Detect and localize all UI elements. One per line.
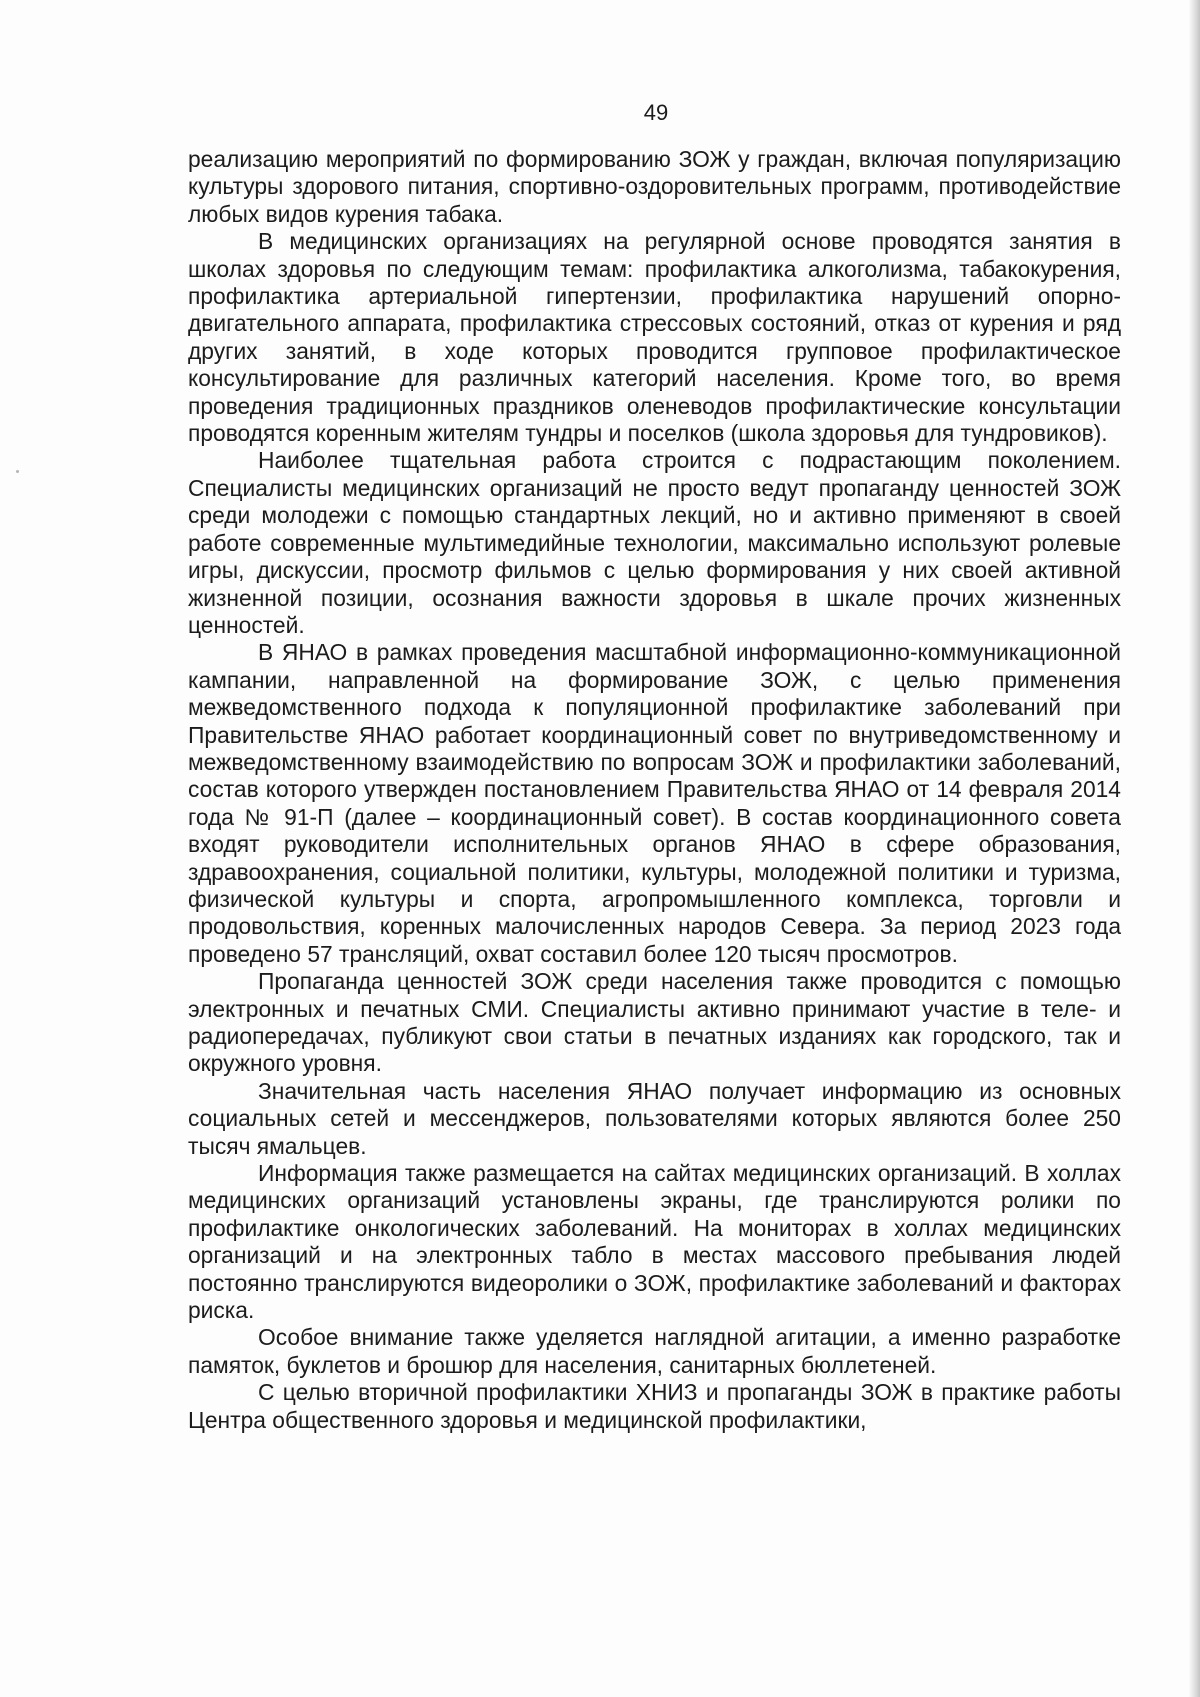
paragraph-media: Пропаганда ценностей ЗОЖ среди населения также проводится с помощью электронных и печатных СМИ. Специалисты активно принимают участие в теле- и радиопередачах, публикуют свои статьи в печатных изданиях как городского, так и окружного уровня. — [188, 968, 1121, 1077]
paragraph-social-networks: Значительная часть населения ЯНАО получает информацию из основных социальных сетей и мессенджеров, пользователями которых являются более 250 тысяч ямальцев. — [188, 1077, 1121, 1159]
page-edge-shadow — [1188, 0, 1200, 1697]
paragraph-youth-work: Наиболее тщательная работа строится с подрастающим поколением. Специалисты медицинских организаций не просто ведут пропаганду ценностей ЗОЖ среди молодежи с помощью стандартных лекций, но и активно применяют в своей работе современные мультимедийные технологии, максимально используют ролевые игры, дискуссии, просмотр фильмов с целью формирования у них своей активной жизненной позиции, осознания важности здоровья в шкале прочих жизненных ценностей. — [188, 447, 1121, 638]
paragraph-continuation: реализацию мероприятий по формированию ЗОЖ у граждан, включая популяризацию культуры здорового питания, спортивно-оздоровительных программ, противодействие любых видов курения табака. — [188, 146, 1121, 227]
page-number: 49 — [643, 100, 669, 125]
scan-speck — [16, 470, 19, 473]
paragraph-coordination-council: В ЯНАО в рамках проведения масштабной информационно-коммуникационной кампании, направленной на формирование ЗОЖ, с целью применения межведомственного подхода к популяционной профилактике заболеваний при Правительстве ЯНАО работает координационный совет по внутриведомственному и межведомственному взаимодействию по вопросам ЗОЖ и профилактики заболеваний, состав которого утвержден постановлением Правительства ЯНАО от 14 февраля 2014 года № 91-П (далее – координационный совет). В состав координационного совета входят руководители исполнительных органов ЯНАО в сфере образования, здравоохранения, социальной политики, культуры, молодежной политики и туризма, физической культуры и спорта, агропромышленного комплекса, торговли и продовольствия, коренных малочисленных народов Севера. За период 2023 года проведено 57 трансляций, охват составил более 120 тысяч просмотров. — [188, 639, 1121, 967]
paragraph-secondary-prevention: С целью вторичной профилактики ХНИЗ и пропаганды ЗОЖ в практике работы Центра общественного здоровья и медицинской профилактики, — [188, 1379, 1121, 1433]
paragraph-websites-screens: Информация также размещается на сайтах медицинских организаций. В холлах медицинских организаций установлены экраны, где транслируются ролики по профилактике онкологических заболеваний. На мониторах в холлах медицинских организаций и на электронных табло в местах массового пребывания людей постоянно транслируются видеоролики о ЗОЖ, профилактике заболеваний и факторах риска. — [188, 1160, 1121, 1324]
paragraph-visual-agitation: Особое внимание также уделяется наглядной агитации, а именно разработке памяток, буклетов и брошюр для населения, санитарных бюллетеней. — [188, 1324, 1121, 1378]
paragraph-health-schools: В медицинских организациях на регулярной основе проводятся занятия в школах здоровья по следующим темам: профилактика алкоголизма, табакокурения, профилактика артериальной гипертензии, профилактика нарушений опорно-двигательного аппарата, профилактика стрессовых состояний, отказ от курения и ряд других занятий, в ходе которых проводится групповое профилактическое консультирование для различных категорий населения. Кроме того, во время проведения традиционных праздников оленеводов профилактические консультации проводятся коренным жителям тундры и поселков (школа здоровья для тундровиков). — [188, 228, 1121, 447]
document-body — [188, 146, 1121, 1434]
